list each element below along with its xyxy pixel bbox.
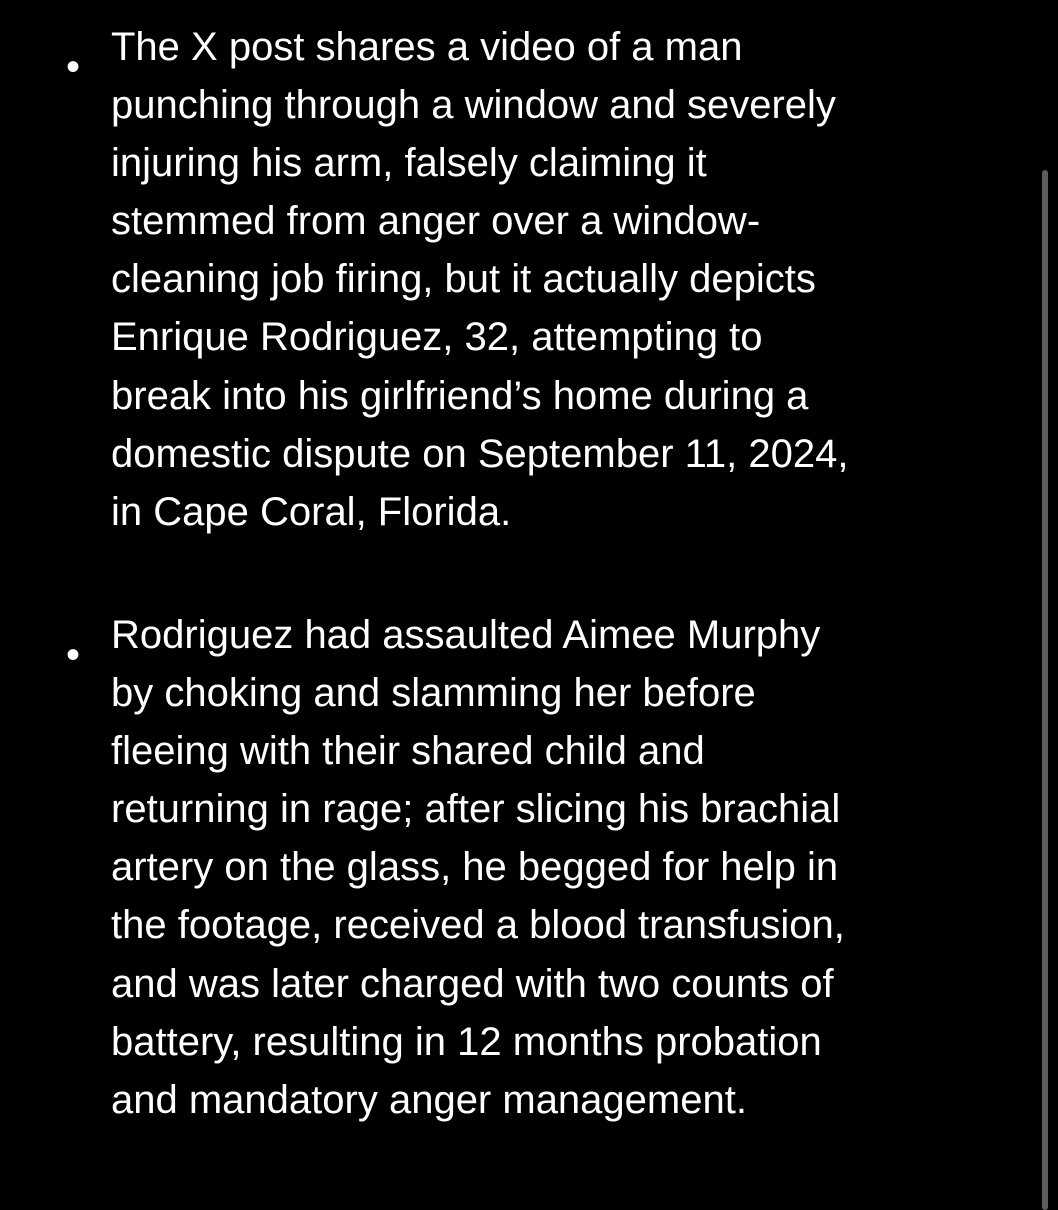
bullet-text: Rodriguez had assaulted Aimee Murphy by choking and slamming her before fleeing with their shared child and returning in rage; after slicing his brachial artery on the glass, he begged for help in the footage, received a blood transfusion, and was later charged with two counts of battery, resulting in 12 months probation and mandatory anger management. [111, 613, 845, 1122]
bullet-text: The X post shares a video of a man punching through a window and severely injuring his arm, falsely claiming it stemmed from anger over a window- cleaning job firing, but it actually depicts Enrique Rodriguez, 32, attempting to break into his girlfriend’s home during a domestic dispute on September 11, 2024, in Cape Coral, Florida. [111, 25, 849, 534]
vertical-scrollbar[interactable] [1042, 170, 1048, 1200]
scrollbar-thumb[interactable] [1042, 170, 1048, 1210]
bullet-marker: • [66, 633, 81, 677]
bullet-marker: • [66, 45, 81, 89]
